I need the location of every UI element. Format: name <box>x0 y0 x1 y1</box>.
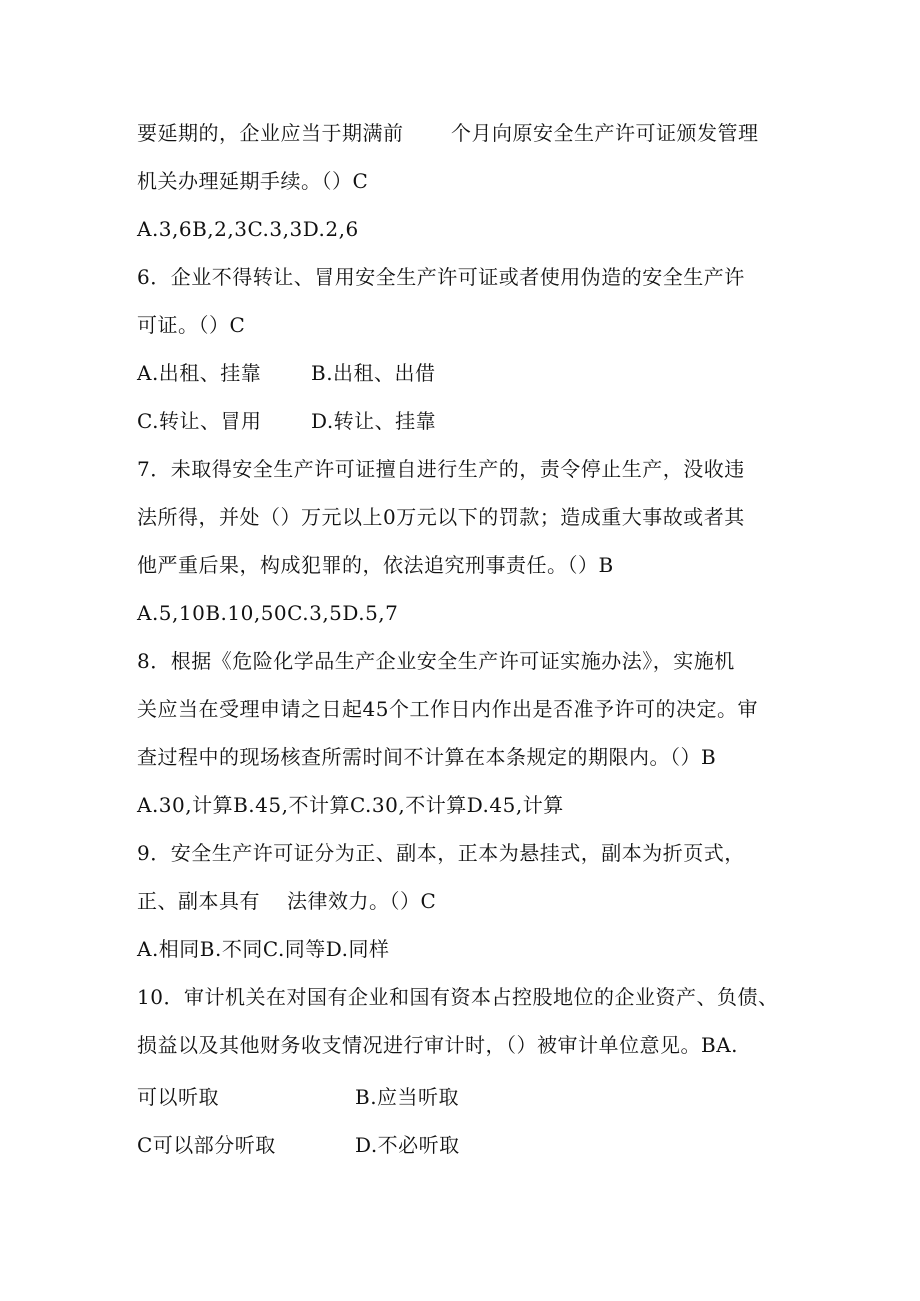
text-line-19 <box>137 980 797 1014</box>
text-segment: 9．安全生产许可证分为正、副本，正本为悬挂式，副本为折页式， <box>137 841 745 865</box>
text-segment: 7．未取得安全生产许可证擅自进行生产的，责令停止生产，没收违 <box>137 457 745 481</box>
text-segment: D.不必听取 <box>355 1133 460 1157</box>
text-segment: B.应当听取 <box>355 1085 460 1109</box>
text-segment: 法所得，并处（）万元以上0万元以下的罚款；造成重大事故或者其 <box>137 505 745 529</box>
text-line-5 <box>137 308 797 342</box>
text-segment: 可证。（）C <box>137 313 246 337</box>
text-line-14 <box>137 740 797 774</box>
text-line-12 <box>137 644 797 678</box>
text-segment: 可以听取 <box>137 1085 219 1109</box>
text-line-22 <box>137 1128 797 1162</box>
text-line-3 <box>137 212 797 246</box>
text-segment: C可以部分听取 <box>137 1133 276 1157</box>
text-segment: 查过程中的现场核查所需时间不计算在本条规定的期限内。（）B <box>137 745 717 769</box>
text-segment: 机关办理延期手续。（）C <box>137 169 369 193</box>
text-segment: A.30,计算B.45,不计算C.30,不计算D.45,计算 <box>137 793 564 817</box>
text-segment: A.5,10B.10,50C.3,5D.5,7 <box>137 601 399 625</box>
text-line-13 <box>137 692 797 726</box>
text-segment: A.出租、挂靠 <box>137 361 262 385</box>
text-segment: 6．企业不得转让、冒用安全生产许可证或者使用伪造的安全生产许 <box>137 265 745 289</box>
text-segment: A.3,6B,2,3C.3,3D.2,6 <box>137 217 359 241</box>
text-line-21 <box>137 1080 797 1114</box>
text-line-2 <box>137 164 797 198</box>
text-line-9 <box>137 500 797 534</box>
text-line-6 <box>137 356 797 390</box>
text-line-11 <box>137 596 797 630</box>
text-segment: 正、副本具有 <box>137 889 260 913</box>
text-line-10 <box>137 548 797 582</box>
text-segment: C.转让、冒用 <box>137 409 262 433</box>
text-line-7 <box>137 404 797 438</box>
text-line-16 <box>137 836 797 870</box>
text-segment: 法律效力。（）C <box>287 889 437 913</box>
text-line-8 <box>137 452 797 486</box>
text-segment: A.相同B.不同C.同等D.同样 <box>137 937 390 961</box>
text-segment: B.出租、出借 <box>311 361 436 385</box>
text-line-18 <box>137 932 797 966</box>
text-segment: 损益以及其他财务收支情况进行审计时，（）被审计单位意见。BA. <box>137 1033 738 1057</box>
text-line-20 <box>137 1028 797 1062</box>
text-line-4 <box>137 260 797 294</box>
text-segment: 10．审计机关在对国有企业和国有资本占控股地位的企业资产、负债、 <box>137 985 779 1009</box>
text-segment: 他严重后果，构成犯罪的，依法追究刑事责任。（）B <box>137 553 614 577</box>
text-segment: 个月向原安全生产许可证颁发管理 <box>451 121 759 145</box>
text-line-15 <box>137 788 797 822</box>
text-segment: 关应当在受理申请之日起45个工作日内作出是否准予许可的决定。审 <box>137 697 758 721</box>
text-segment: 要延期的，企业应当于期满前 <box>137 121 404 145</box>
text-line-1 <box>137 116 797 150</box>
text-segment: D.转让、挂靠 <box>311 409 437 433</box>
text-line-17 <box>137 884 797 918</box>
text-segment: 8．根据《危险化学品生产企业安全生产许可证实施办法》，实施机 <box>137 649 735 673</box>
